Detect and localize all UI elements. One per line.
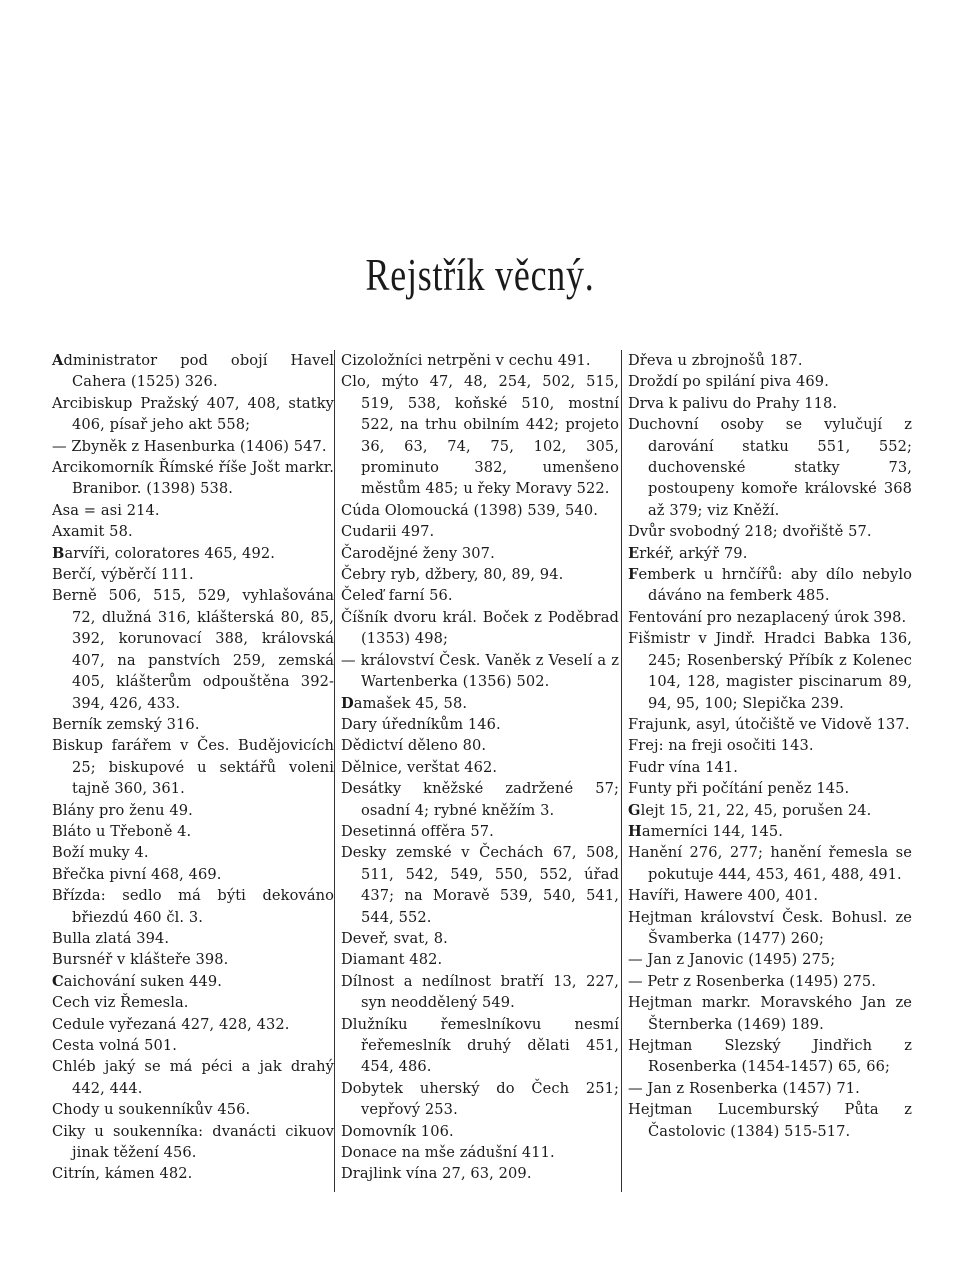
- index-entry: [628, 800, 912, 821]
- index-entry: [341, 693, 619, 714]
- entry-text: — Jan z Janovic (1495) 275;: [628, 951, 836, 969]
- index-entry: [341, 1078, 619, 1121]
- entry-text: Hejtman Slezský Jindřich z Rosenberka (1454-1457) 65, 66;: [628, 1037, 912, 1076]
- entry-text: — Jan z Rosenberka (1457) 71.: [628, 1079, 860, 1097]
- entry-text: Číšník dvoru král. Boček z Poděbrad (1353) 498;: [341, 608, 619, 648]
- entry-text: Droždí po spilání piva 469.: [628, 373, 829, 391]
- index-entry: [628, 907, 912, 950]
- index-entry: [341, 735, 619, 756]
- index-entry: [341, 1014, 619, 1078]
- page-title: Rejstřík věcný.: [365, 249, 595, 300]
- index-entry: [341, 928, 619, 949]
- entry-text: Boží muky 4.: [52, 844, 149, 862]
- index-entry: [341, 1163, 619, 1184]
- index-entry: [628, 414, 912, 521]
- entry-text: Diamant 482.: [341, 951, 443, 969]
- entry-text: Dědictví děleno 80.: [341, 737, 487, 755]
- entry-text: Dvůr svobodný 218; dvořiště 57.: [628, 523, 872, 541]
- index-entry: [628, 1078, 912, 1099]
- entry-text: Bulla zlatá 394.: [52, 929, 170, 947]
- index-entry: [52, 521, 334, 542]
- index-entry: [341, 1121, 619, 1142]
- index-entry: [52, 821, 334, 842]
- entry-text: Hejtman království Česk. Bohusl. ze Švamberka (1477) 260;: [628, 908, 912, 947]
- entry-text: dministrator pod obojí Havel Cahera (1525) 326.: [63, 352, 334, 391]
- index-entry: [52, 500, 334, 521]
- entry-text: Frajunk, asyl, útočiště ve Vidově 137.: [628, 715, 910, 733]
- index-entry: [52, 735, 334, 799]
- entry-text: Cesta volná 501.: [52, 1037, 178, 1054]
- index-entry: [52, 885, 334, 928]
- index-entry: [52, 1121, 334, 1164]
- entry-text: Blány pro ženu 49.: [52, 801, 193, 819]
- entry-text: Funty při počítání peněz 145.: [628, 780, 850, 798]
- entry-text: Clo, mýto 47, 48, 254, 502, 515, 519, 538, koňské 510, mostní 522, na trhu obilním 442; projeto 36, 63, 74, 75, 102, 305, prominuto 382, umenšeno městům 485; u řeky Moravy 522.: [341, 373, 619, 498]
- index-entry: [628, 371, 912, 392]
- index-entry: [628, 757, 912, 778]
- index-entry: [341, 371, 619, 499]
- entry-text: Berně 506, 515, 529, vyhlašována 72, dlužná 316, klášterská 80, 85, 392, korunovací 388, královská 407, na panstvích 259, zemská 405, klášterům odpouštěna 392-394, 426, 433.: [52, 587, 334, 712]
- section-initial: B: [52, 544, 65, 562]
- entry-text: Dlužníku řemeslníkovu nesmí řeřemeslník druhý dělati 451, 454, 486.: [341, 1015, 619, 1076]
- index-entry: [341, 842, 619, 928]
- index-entry: [52, 800, 334, 821]
- index-entry: [628, 393, 912, 414]
- index-entry: [628, 607, 912, 628]
- index-entry: [628, 949, 912, 970]
- index-entry: [52, 1099, 334, 1120]
- entry-text: Cech viz Řemesla.: [52, 994, 189, 1012]
- index-entry: [628, 714, 912, 735]
- index-entry: [52, 393, 334, 436]
- index-entry: [52, 864, 334, 885]
- index-entry: [341, 1142, 619, 1163]
- entry-text: Dary úředníkům 146.: [341, 715, 501, 733]
- entry-text: Chody u soukenníkův 456.: [52, 1101, 251, 1119]
- entry-text: Dobytek uherský do Čech 251; vepřový 253.: [341, 1079, 619, 1119]
- index-entry: [341, 564, 619, 585]
- entry-text: Cudarii 497.: [341, 523, 435, 541]
- index-entry: [628, 821, 912, 842]
- entry-text: Desátky kněžské zadržené 57; osadní 4; rybné kněžím 3.: [341, 780, 619, 819]
- column-divider: [621, 350, 622, 1192]
- entry-text: amašek 45, 58.: [353, 694, 468, 712]
- entry-text: Desky zemské v Čechách 67, 508, 511, 542, 549, 550, 552, úřad 437; na Moravě 539, 540, 541, 544, 552.: [341, 844, 619, 926]
- entry-text: Drva k palivu do Prahy 118.: [628, 394, 838, 412]
- entry-text: — království Česk. Vaněk z Veselí a z Wartenberka (1356) 502.: [341, 651, 619, 691]
- column-divider: [334, 350, 335, 1192]
- index-entry: [628, 628, 912, 714]
- entry-text: lejt 15, 21, 22, 45, porušen 24.: [640, 801, 872, 819]
- entry-text: Fišmistr v Jindř. Hradci Babka 136, 245; Rosenberský Příbík z Kolenec 104, 128, magister piscinarum 89, 94, 95, 100; Slepička 239.: [628, 630, 912, 712]
- entry-text: Čebry ryb, džbery, 80, 89, 94.: [341, 566, 564, 584]
- index-entry: [341, 821, 619, 842]
- index-entry: [341, 949, 619, 970]
- index-entry: [628, 1035, 912, 1078]
- index-entry: [52, 585, 334, 713]
- index-entry: [52, 928, 334, 949]
- entry-text: Donace na mše zádušní 411.: [341, 1144, 555, 1162]
- entry-text: aichování suken 449.: [63, 972, 222, 990]
- index-entry: [628, 735, 912, 756]
- entry-text: Cedule vyřezaná 427, 428, 432.: [52, 1015, 290, 1033]
- entry-text: Dřeva u zbrojnošů 187.: [628, 352, 803, 369]
- entry-text: Hejtman markr. Moravského Jan ze Šternberka (1469) 189.: [628, 994, 912, 1033]
- index-entry: [52, 1056, 334, 1099]
- section-initial: H: [628, 822, 642, 840]
- index-entry: [52, 543, 334, 564]
- index-column-2: [341, 350, 619, 1185]
- entry-text: Čeleď farní 56.: [341, 587, 453, 605]
- entry-text: Deveř, svat, 8.: [341, 929, 448, 947]
- index-entry: [52, 949, 334, 970]
- index-entry: [52, 714, 334, 735]
- section-initial: C: [52, 972, 64, 990]
- index-entry: [628, 971, 912, 992]
- index-entry: [341, 971, 619, 1014]
- index-entry: [628, 778, 912, 799]
- entry-text: Havíři, Hawere 400, 401.: [628, 887, 819, 905]
- entry-text: Axamit 58.: [52, 523, 133, 541]
- entry-text: Čarodějné ženy 307.: [341, 544, 495, 562]
- index-entry: [628, 350, 912, 371]
- index-entry: [52, 842, 334, 863]
- section-initial: A: [52, 352, 64, 369]
- index-entry: [341, 607, 619, 650]
- entry-text: Chléb jaký se má péci a jak drahý 442, 444.: [52, 1058, 334, 1097]
- entry-text: Domovník 106.: [341, 1122, 454, 1140]
- entry-text: Arcibiskup Pražský 407, 408, statky 406, písař jeho akt 558;: [52, 394, 334, 434]
- entry-text: Cúda Olomoucká (1398) 539, 540.: [341, 501, 598, 519]
- entry-text: Desetinná offěra 57.: [341, 822, 494, 840]
- index-entry: [341, 778, 619, 821]
- entry-text: Cizoložníci netrpěni v cechu 491.: [341, 352, 591, 369]
- entry-text: Berčí, výběrčí 111.: [52, 566, 194, 584]
- index-entry: [52, 436, 334, 457]
- entry-text: emberk u hrnčířů: aby dílo nebylo dáváno na femberk 485.: [638, 566, 912, 605]
- entry-text: amerníci 144, 145.: [641, 822, 784, 840]
- index-entry: [628, 992, 912, 1035]
- entry-text: arvíři, coloratores 465, 492.: [64, 544, 275, 562]
- index-entry: [628, 543, 912, 564]
- section-initial: F: [628, 566, 639, 584]
- entry-text: Frej: na freji osočiti 143.: [628, 737, 814, 755]
- index-entry: [52, 1014, 334, 1035]
- entry-text: Arcikomorník Římské říše Jošt markr. Branibor. (1398) 538.: [52, 459, 334, 498]
- entry-text: rkéř, arkýř 79.: [639, 544, 748, 562]
- section-initial: D: [341, 694, 354, 712]
- entry-text: Dělnice, verštat 462.: [341, 758, 498, 776]
- section-initial: G: [628, 801, 641, 819]
- entry-text: — Zbyněk z Hasenburka (1406) 547.: [52, 437, 327, 455]
- entry-text: Bláto u Třeboně 4.: [52, 822, 192, 840]
- entry-text: Asa = asi 214.: [52, 501, 160, 519]
- section-initial: E: [628, 544, 640, 562]
- index-column-3: [628, 350, 912, 1142]
- entry-text: Duchovní osoby se vylučují z darování statku 551, 552; duchovenské statky 73, postoupeny komoře královské 368 až 379; viz Kněží.: [628, 416, 912, 519]
- index-entry: [628, 885, 912, 906]
- entry-text: Hanění 276, 277; hanění řemesla se pokutuje 444, 453, 461, 488, 491.: [628, 844, 912, 883]
- index-entry: [52, 564, 334, 585]
- entry-text: Fudr vína 141.: [628, 758, 739, 776]
- index-entry: [341, 585, 619, 606]
- index-entry: [52, 971, 334, 992]
- index-entry: [52, 1035, 334, 1056]
- entry-text: Břízda: sedlo má býti dekováno břiezdú 460 čl. 3.: [52, 887, 334, 926]
- index-entry: [52, 992, 334, 1013]
- entry-text: Fentování pro nezaplacený úrok 398.: [628, 608, 907, 626]
- entry-text: Bursnéř v klášteře 398.: [52, 951, 229, 969]
- index-entry: [341, 543, 619, 564]
- index-entry: [341, 757, 619, 778]
- index-entry: [52, 1163, 334, 1184]
- entry-text: Biskup farářem v Čes. Budějovicích 25; biskupové u sektářů voleni tajně 360, 361.: [52, 737, 334, 798]
- index-column-1: [52, 350, 334, 1185]
- index-entry: [52, 350, 334, 393]
- index-entry: [628, 842, 912, 885]
- entry-text: Hejtman Lucemburský Půta z Častolovic (1384) 515-517.: [628, 1101, 912, 1140]
- entry-text: Drajlink vína 27, 63, 209.: [341, 1165, 532, 1183]
- index-entry: [341, 500, 619, 521]
- entry-text: — Petr z Rosenberka (1495) 275.: [628, 972, 877, 990]
- entry-text: Berník zemský 316.: [52, 715, 200, 733]
- index-entry: [628, 564, 912, 607]
- index-entry: [52, 457, 334, 500]
- index-entry: [628, 521, 912, 542]
- entry-text: Břečka pivní 468, 469.: [52, 865, 222, 883]
- entry-text: Ciky u soukenníka: dvanácti cikuov jinak těžení 456.: [52, 1122, 334, 1162]
- entry-text: Dílnost a nedílnost bratří 13, 227, syn neoddělený 549.: [341, 972, 619, 1012]
- index-entry: [341, 714, 619, 735]
- index-entry: [341, 650, 619, 693]
- index-entry: [341, 350, 619, 371]
- index-entry: [341, 521, 619, 542]
- entry-text: Citrín, kámen 482.: [52, 1165, 193, 1183]
- index-entry: [628, 1099, 912, 1142]
